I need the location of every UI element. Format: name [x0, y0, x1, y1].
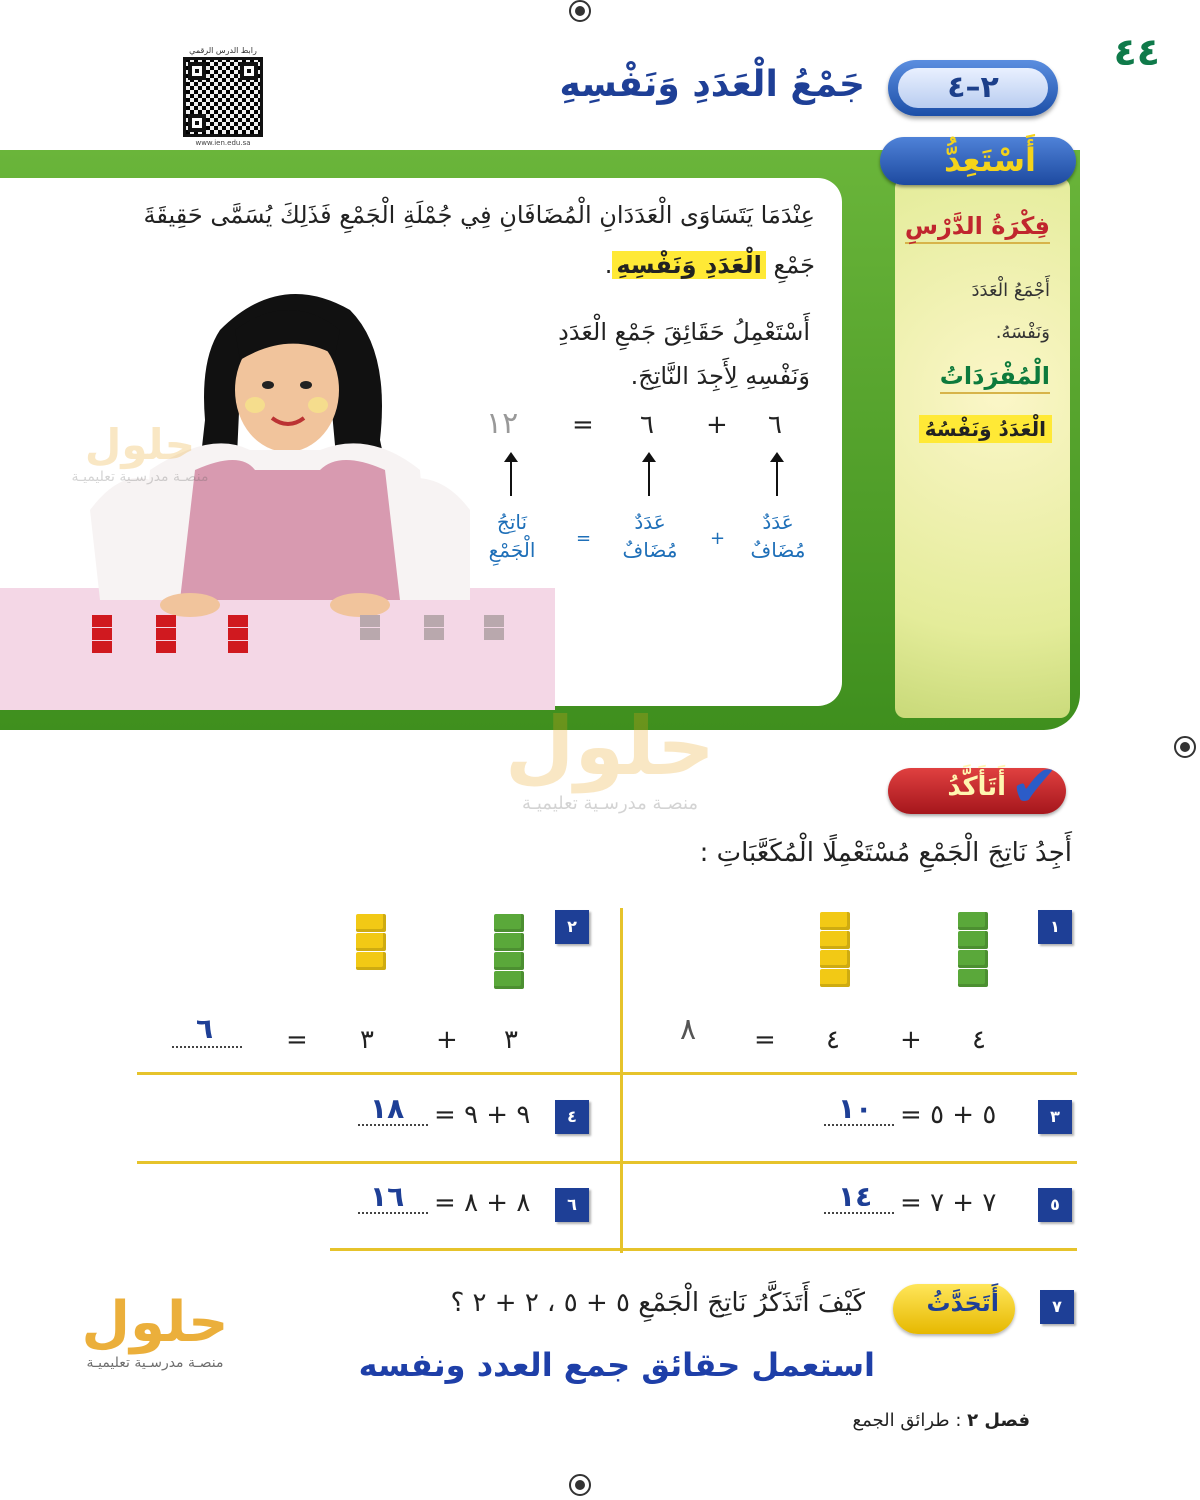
- label-plus: +: [710, 528, 726, 549]
- chapter-separator: :: [949, 1410, 968, 1431]
- exercise-2-addend-a: ٣: [504, 1025, 518, 1055]
- watermark-tagline-center: منصـة مدرسـية تعليميـة: [521, 793, 699, 814]
- qr-caption: رابط الدرس الرقمي: [189, 46, 257, 55]
- chapter-title: طرائق الجمع: [852, 1410, 950, 1431]
- example-plus: +: [706, 410, 728, 440]
- exercise-2-green-cubes: [494, 914, 524, 990]
- talk-label: أَتَحَدَّثُ: [926, 1289, 999, 1317]
- vocabulary-word: الْعَدَدُ وَنَفْسُهُ: [919, 415, 1052, 443]
- grid-divider-3: [330, 1248, 1077, 1251]
- intro-text: عِنْدَمَا يَتَسَاوَى الْعَدَدَانِ الْمُضَافَانِ فِي جُمْلَةِ الْجَمْعِ فَذَلِكَ يُسَمَّى حَقِيقَةَ جَمْعِ: [143, 201, 815, 279]
- grid-divider-2: [137, 1161, 1077, 1164]
- lesson-idea-line-1: أَجْمَعُ الْعَدَدَ: [971, 280, 1050, 301]
- exercise-4-answer[interactable]: ١٨: [370, 1092, 405, 1125]
- qr-code-icon[interactable]: [183, 57, 263, 137]
- label-addend-1: عَدَدٌ مُضَافٌ: [750, 510, 806, 562]
- watermark-name-center: حلول: [505, 700, 715, 793]
- lesson-title: جَمْعُ الْعَدَدِ وَنَفْسِهِ: [559, 64, 865, 105]
- exercise-3-answer[interactable]: ١٠: [838, 1092, 873, 1125]
- arrow-addend-2-icon: [648, 460, 650, 496]
- checkmark-icon: ✔: [1010, 752, 1059, 820]
- watermark-tagline-bottom: منصـة مدرسـية تعليميـة: [86, 1355, 224, 1371]
- exercise-1-number: ١: [1038, 910, 1072, 944]
- exercise-1-green-cubes: [958, 912, 988, 988]
- watermark-logo: [40, 420, 240, 485]
- girl-with-cubes-illustration: [0, 270, 555, 710]
- watermark-logo-center: [420, 700, 800, 814]
- exercise-1-plus: +: [900, 1025, 922, 1055]
- grid-divider-vertical: [620, 908, 623, 1253]
- lesson-idea-text: [910, 270, 1050, 354]
- label-addend-2: عَدَدٌ مُضَافٌ: [622, 510, 678, 562]
- exercise-3-number: ٣: [1038, 1100, 1072, 1134]
- ready-tab: [880, 137, 1076, 185]
- exercise-7-number: ٧: [1040, 1290, 1074, 1324]
- exercise-1-answer[interactable]: ٨: [680, 1012, 697, 1047]
- exercise-6-number: ٦: [555, 1188, 589, 1222]
- exercise-2-answer-line: [172, 1046, 242, 1048]
- exercise-5-expression: ٧ + ٧ =: [900, 1188, 997, 1218]
- confirm-instruction: أَجِدُ نَاتِجَ الْجَمْعِ مُسْتَعْمِلًا الْمُكَعَّبَاتِ :: [699, 838, 1072, 868]
- example-addend-1: ٦: [768, 410, 782, 440]
- registration-mark-bottom: [569, 1474, 591, 1496]
- exercise-2-yellow-cubes: [356, 914, 386, 971]
- exercise-2-plus: +: [436, 1025, 458, 1055]
- lesson-idea-title: فِكْرَةُ الدَّرْسِ: [905, 212, 1050, 244]
- exercise-3-expression: ٥ + ٥ =: [900, 1100, 997, 1130]
- intro-highlight: الْعَدَدِ وَنَفْسِهِ: [612, 251, 766, 279]
- vocabulary-title: الْمُفْرَدَاتُ: [940, 362, 1050, 394]
- exercise-1-equals: =: [754, 1025, 776, 1055]
- confirm-label: أَتَأَكَّدُ: [947, 772, 1006, 802]
- talk-badge: [893, 1284, 1015, 1334]
- exercise-1-addend-a: ٤: [972, 1025, 986, 1055]
- grid-divider-1: [137, 1072, 1077, 1075]
- lesson-number: ٢–٤: [898, 68, 1048, 108]
- chapter-footer: [853, 1410, 1030, 1431]
- exercise-2-equals: =: [286, 1025, 308, 1055]
- arrow-addend-1-icon: [776, 460, 778, 496]
- qr-url: www.ien.edu.sa: [195, 139, 251, 147]
- lesson-sidebar: [895, 178, 1070, 718]
- exercise-1-addend-b: ٤: [826, 1025, 840, 1055]
- page-number: ٤٤: [1113, 30, 1160, 74]
- exercise-2-number: ٢: [555, 910, 589, 944]
- talk-answer[interactable]: استعمل حقائق جمع العدد ونفسه: [358, 1346, 875, 1384]
- exercise-5-answer[interactable]: ١٤: [838, 1180, 873, 1213]
- exercise-6-expression: ٨ + ٨ =: [434, 1188, 531, 1218]
- intro-end: .: [604, 251, 613, 279]
- example-sum: ١٢: [486, 406, 519, 441]
- talk-question: كَيْفَ أَتَذَكَّرُ نَاتِجَ الْجَمْعِ ٥ + ٥ ، ٢ + ٢ ؟: [450, 1288, 865, 1318]
- exercise-5-number: ٥: [1038, 1188, 1072, 1222]
- exercise-6-answer[interactable]: ١٦: [370, 1180, 405, 1213]
- registration-mark-right: [1174, 736, 1196, 758]
- label-sum: نَاتِجُ الْجَمْعِ: [488, 510, 536, 562]
- use-facts-text: أَسْتَعْمِلُ حَقَائِقَ جَمْعِ الْعَدَدِ وَنَفْسِهِ لِأَجِدَ النَّاتِجَ.: [558, 318, 810, 390]
- watermark-tagline: منصـة مدرسـية تعليميـة: [71, 469, 209, 485]
- ready-label: أَسْتَعِدُّ: [943, 141, 1036, 179]
- registration-mark-top: [569, 0, 591, 22]
- example-addend-2: ٦: [640, 410, 654, 440]
- qr-code-block[interactable]: [180, 46, 266, 147]
- exercise-1-yellow-cubes: [820, 912, 850, 988]
- example-equals: =: [572, 410, 594, 440]
- watermark-logo-bottom: [30, 1290, 280, 1371]
- watermark-name-bottom: حلول: [81, 1290, 229, 1355]
- exercise-2-addend-b: ٣: [360, 1025, 374, 1055]
- exercise-2-answer[interactable]: ٦: [196, 1012, 214, 1045]
- lesson-idea-line-2: وَنَفْسَهُ.: [995, 322, 1050, 343]
- exercise-4-number: ٤: [555, 1100, 589, 1134]
- lesson-number-badge: [888, 60, 1058, 116]
- watermark-name: حلول: [84, 420, 196, 469]
- label-equals: =: [576, 528, 592, 549]
- chapter-number: فصل ٢: [967, 1410, 1030, 1431]
- exercise-4-expression: ٩ + ٩ =: [434, 1100, 531, 1130]
